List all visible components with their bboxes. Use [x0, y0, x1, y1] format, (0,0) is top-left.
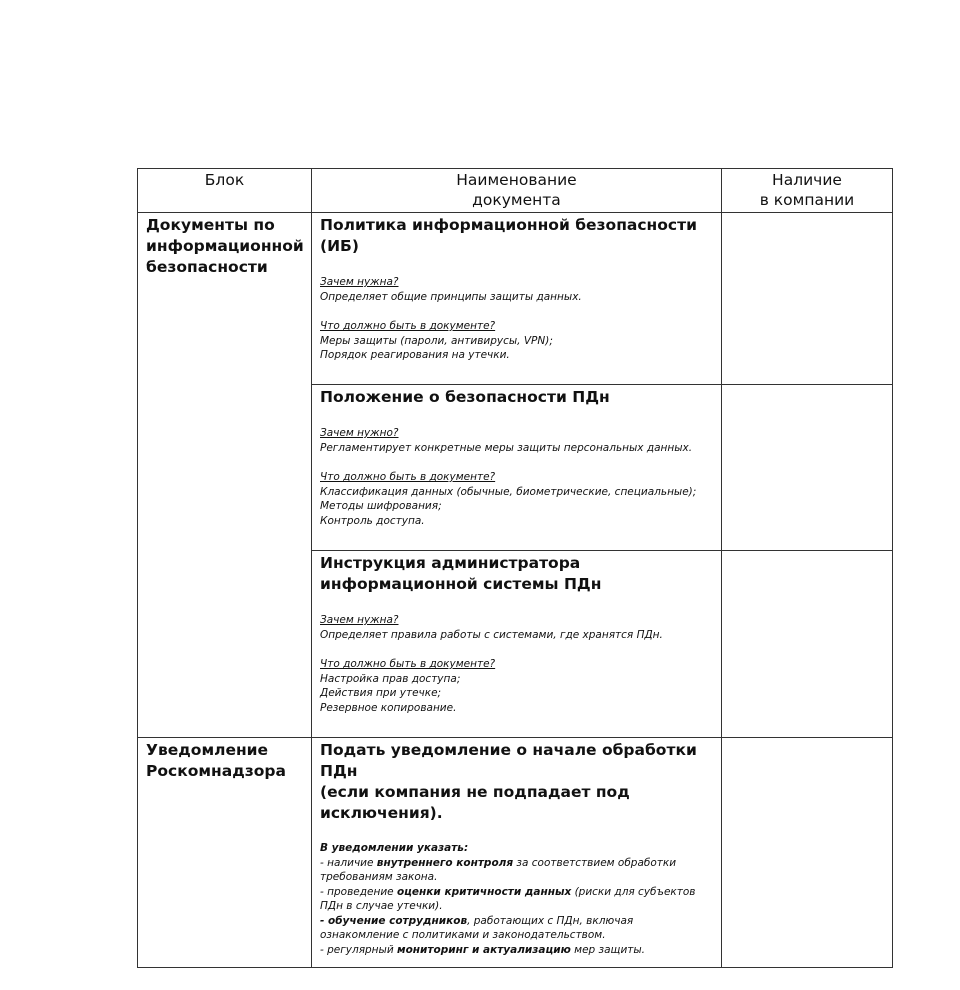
presence-cell[interactable]	[722, 551, 893, 738]
presence-cell[interactable]	[722, 213, 893, 385]
contents-label: Что должно быть в документе?	[320, 320, 496, 332]
table-header-row	[138, 169, 893, 213]
document-cell	[312, 551, 722, 738]
contents-item: Контроль доступа.	[320, 514, 425, 527]
block-cell-roskomnadzor: Уведомление Роскомнадзора	[138, 738, 312, 968]
contents-item: Действия при утечке;	[320, 687, 442, 699]
notification-item-cont: ПДн в случае утечки).	[320, 900, 443, 912]
contents-item: Классификация данных (обычные, биометрические, специальные);	[320, 485, 697, 498]
why-label: Зачем нужна?	[320, 276, 399, 288]
contents-item: Методы шифрования;	[320, 500, 442, 512]
notification-item: - наличие внутреннего контроля за соответствием обработки	[320, 856, 677, 869]
document-title: Подать уведомление о начале обработки ПДн (если компания не подпадает под исключения).	[320, 741, 697, 822]
notification-item-cont: требованиям закона.	[320, 871, 438, 883]
notification-heading: В уведомлении указать:	[320, 842, 469, 854]
why-label: Зачем нужна?	[320, 614, 399, 626]
contents-item: Меры защиты (пароли, антивирусы, VPN);	[320, 334, 553, 347]
why-label: Зачем нужно?	[320, 427, 399, 439]
header-presence: Наличие в компании	[722, 169, 893, 213]
contents-item: Порядок реагирования на утечки.	[320, 349, 510, 361]
presence-cell[interactable]	[722, 738, 893, 968]
block-cell-infosec: Документы по информационной безопасности	[138, 213, 312, 738]
header-document-name: Наименование документа	[312, 169, 722, 213]
notification-item: - регулярный мониторинг и актуализацию мер защиты.	[320, 943, 646, 956]
document-title: Положение о безопасности ПДн	[320, 388, 610, 406]
header-block: Блок	[138, 169, 312, 213]
why-text: Регламентирует конкретные меры защиты персональных данных.	[320, 441, 693, 454]
contents-item: Резервное копирование.	[320, 701, 457, 714]
contents-item: Настройка прав доступа;	[320, 672, 461, 685]
document-cell	[312, 213, 722, 385]
documents-checklist-table	[137, 168, 893, 968]
why-text: Определяет общие принципы защиты данных.	[320, 290, 582, 303]
why-text: Определяет правила работы с системами, где хранятся ПДн.	[320, 628, 663, 641]
document-title: Инструкция администратора информационной системы ПДн	[320, 554, 602, 593]
notification-item: - проведение оценки критичности данных (риски для субъектов	[320, 885, 696, 898]
table-row	[138, 738, 893, 968]
table-row	[138, 213, 893, 385]
document-cell	[312, 385, 722, 551]
document-cell	[312, 738, 722, 968]
contents-label: Что должно быть в документе?	[320, 471, 496, 483]
notification-item: - обучение сотрудников, работающих с ПДн, включая	[320, 914, 634, 927]
notification-item-cont: ознакомление с политиками и законодательством.	[320, 929, 606, 941]
contents-label: Что должно быть в документе?	[320, 658, 496, 670]
document-title: Политика информационной безопасности (ИБ)	[320, 216, 697, 255]
presence-cell[interactable]	[722, 385, 893, 551]
